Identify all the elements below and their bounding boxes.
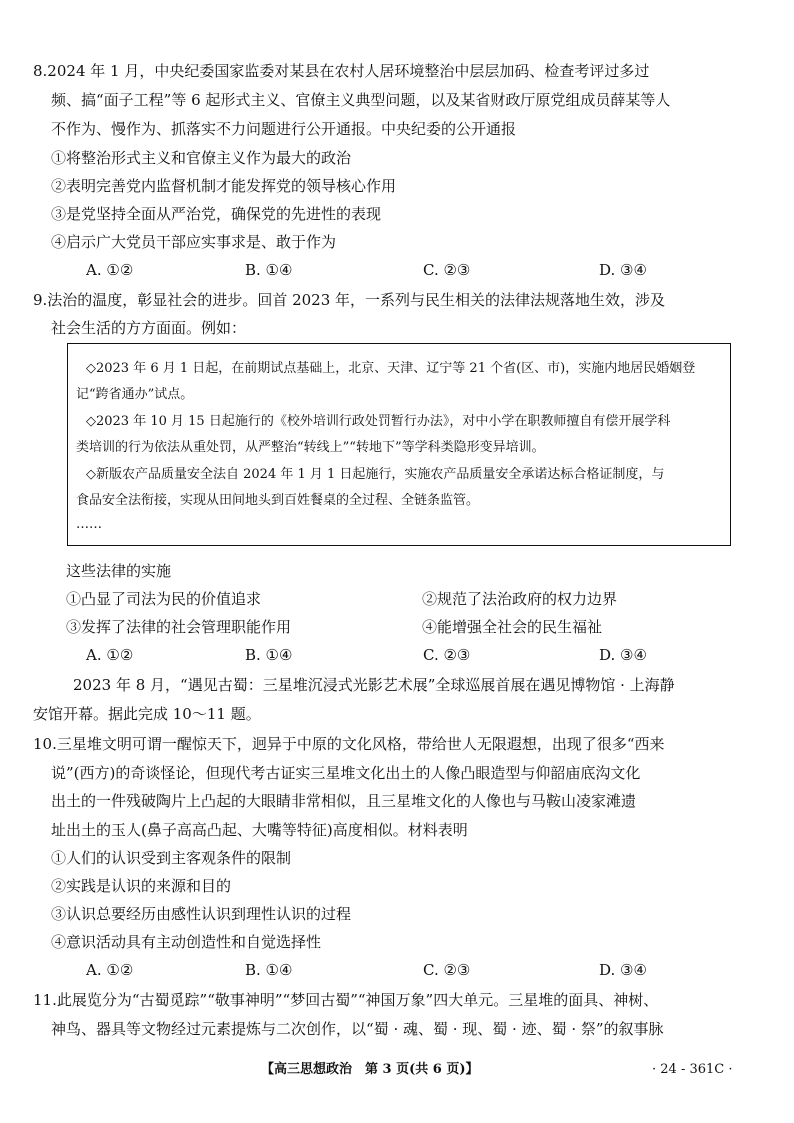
q8-option-4: ④启示广大党员干部应实事求是、敢于作为 — [51, 233, 337, 251]
q8-option-3: ③是党坚持全面从严治党，确保党的先进性的表现 — [51, 205, 382, 223]
intro-line-2: 安馆开幕。据此完成 10～11 题。 — [33, 705, 261, 723]
q10-choice-b: B. ①④ — [245, 961, 293, 979]
q9-material-line-2: 记“跨省通办”试点。 — [76, 387, 194, 402]
q11-stem-line-2: 神鸟、器具等文物经过元素提炼与二次创作，以“蜀 · 魂、蜀 · 现、蜀 · 迹、蜀 · 祭”的叙事脉 — [51, 1020, 664, 1038]
q10-stem-line-1: 10.三星堆文明可谓一醒惊天下，迥异于中原的文化风格，带给世人无限遐想，出现了很多“西来 — [33, 735, 665, 753]
q9-material-line-3: ◇2023 年 10 月 15 日起施行的《校外培训行政处罚暂行办法》，对中小学在职教师擅自有偿开展学科 — [86, 414, 671, 429]
intro-line-1: 2023 年 8 月，“遇见古蜀：三星堆沉浸式光影艺术展”全球巡展首展在遇见博物馆 · 上海静 — [73, 676, 675, 694]
footer-exam-code: · 24 - 361C · — [652, 1062, 733, 1077]
q10-choice-c: C. ②③ — [423, 961, 471, 979]
q10-stem-line-2: 说”(西方)的奇谈怪论，但现代考古证实三星堆文化出土的人像凸眼造型与仰韶庙底沟文化 — [51, 764, 641, 782]
q9-choice-d: D. ③④ — [599, 646, 647, 664]
q9-choice-c: C. ②③ — [423, 646, 471, 664]
q10-option-3: ③认识总要经历由感性认识到理性认识的过程 — [51, 905, 352, 923]
q8-choice-b: B. ①④ — [245, 261, 293, 279]
q10-choice-a: A. ①② — [86, 961, 134, 979]
footer-page-title: 【高三思想政治 第 3 页(共 6 页)】 — [261, 1062, 479, 1077]
q9-question-stem: 这些法律的实施 — [66, 562, 172, 580]
q8-option-1: ①将整治形式主义和官僚主义作为最大的政治 — [51, 149, 352, 167]
q10-option-4: ④意识活动具有主动创造性和自觉选择性 — [51, 933, 322, 951]
q9-choice-b: B. ①④ — [245, 646, 293, 664]
q8-choice-a: A. ①② — [86, 261, 134, 279]
q10-option-1: ①人们的认识受到主客观条件的限制 — [51, 849, 292, 867]
q8-option-2: ②表明完善党内监督机制才能发挥党的领导核心作用 — [51, 177, 397, 195]
q8-choice-c: C. ②③ — [423, 261, 471, 279]
q8-choice-d: D. ③④ — [599, 261, 647, 279]
q8-stem-line-1: 8.2024 年 1 月，中央纪委国家监委对某县在农村人居环境整治中层层加码、检查考评过多过 — [33, 62, 650, 80]
q9-stem-line-2: 社会生活的方方面面。例如： — [51, 319, 247, 337]
q11-stem-line-1: 11.此展览分为“古蜀觅踪”“敬事神明”“梦回古蜀”“神国万象”四大单元。三星堆的面具、神树、 — [33, 991, 659, 1009]
q9-stem-line-1: 9.法治的温度，彰显社会的进步。回首 2023 年，一系列与民生相关的法律法规落地生效，涉及 — [33, 291, 666, 309]
q9-choice-a: A. ①② — [86, 646, 134, 664]
q9-option-3: ③发挥了法律的社会管理职能作用 — [66, 618, 292, 636]
q8-stem-line-2: 频、搞“面子工程”等 6 起形式主义、官僚主义典型问题，以及某省财政厅原党组成员薛某等人 — [51, 91, 671, 109]
q9-material-line-1: ◇2023 年 6 月 1 日起，在前期试点基础上，北京、天津、辽宁等 21 个省(区、市)，实施内地居民婚姻登 — [86, 361, 696, 376]
q8-stem-line-3: 不作为、慢作为、抓落实不力问题进行公开通报。中央纪委的公开通报 — [51, 120, 517, 138]
q10-stem-line-3: 出土的一件残破陶片上凸起的大眼睛非常相似，且三星堆文化的人像也与马鞍山凌家滩遗 — [51, 792, 637, 810]
q9-material-line-4: 类培训的行为依法从重处罚，从严整治“转线上”“转地下”等学科类隐形变异培训。 — [76, 440, 545, 455]
q9-option-2: ②规范了法治政府的权力边界 — [422, 590, 618, 608]
q10-option-2: ②实践是认识的来源和目的 — [51, 877, 232, 895]
q9-material-line-6: 食品安全法衔接，实现从田间地头到百姓餐桌的全过程、全链条监管。 — [76, 493, 480, 508]
q10-choice-d: D. ③④ — [599, 961, 647, 979]
q10-stem-line-4: 址出土的玉人(鼻子高高凸起、大嘴等特征)高度相似。材料表明 — [51, 821, 468, 839]
q9-option-4: ④能增强全社会的民生福祉 — [422, 618, 603, 636]
q9-material-ellipsis: …… — [76, 517, 102, 532]
q9-option-1: ①凸显了司法为民的价值追求 — [66, 590, 262, 608]
q9-material-line-5: ◇新版农产品质量安全法自 2024 年 1 月 1 日起施行，实施农产品质量安全承诺达标合格证制度，与 — [86, 467, 665, 482]
